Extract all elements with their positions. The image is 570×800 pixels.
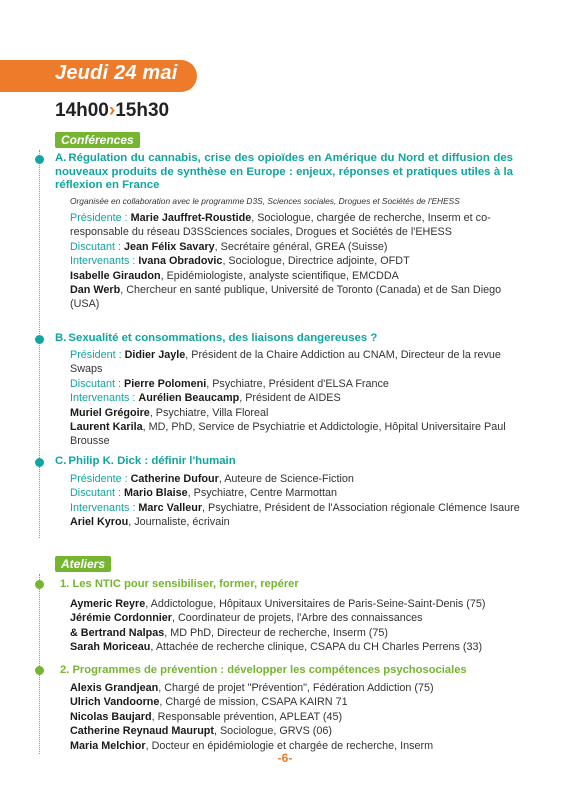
atelier-1-title: 1. Les NTIC pour sensibiliser, former, repérer bbox=[60, 578, 299, 590]
time-start: 14h00 bbox=[55, 100, 109, 121]
timeline-line bbox=[39, 574, 40, 754]
speaker-line: Intervenants : Aurélien Beaucamp, Président de AIDES bbox=[70, 392, 341, 405]
speaker-line: Alexis Grandjean, Chargé de projet "Prévention", Fédération Addiction (75) bbox=[70, 682, 434, 694]
speaker-line: Muriel Grégoire, Psychiatre, Villa Floreal bbox=[70, 406, 269, 419]
conference-b-people bbox=[70, 348, 530, 449]
speaker-line: Discutant : Jean Félix Savary, Secrétaire général, GREA (Suisse) bbox=[70, 240, 388, 253]
conference-letter: A. bbox=[55, 152, 67, 164]
speaker-line: & Bertrand Nalpas, MD PhD, Directeur de recherche, Inserm (75) bbox=[70, 626, 389, 639]
conference-c-title: C. Philip K. Dick : définir l'humain bbox=[55, 455, 236, 467]
conference-a-note: Organisée en collaboration avec le programme D3S, Sciences sociales, Drogues et Sociétés de l'EHESS bbox=[70, 196, 460, 206]
ateliers-tag: Ateliers bbox=[55, 556, 111, 572]
speaker-line: Intervenants : Marc Valleur, Psychiatre, Président de l'Association régionale Clémence Isaure bbox=[70, 501, 520, 514]
speaker-line: Ariel Kyrou, Journaliste, écrivain bbox=[70, 516, 230, 529]
speaker-line: Maria Melchior, Docteur en épidémiologie et chargée de recherche, Inserm bbox=[70, 739, 434, 752]
conference-a-title: A. Régulation du cannabis, crise des opioïdes en Amérique du Nord et diffusion des nouveaux produits de synthèse en Europe : enjeux, réponses et pratiques utiles à la réflexion en France bbox=[55, 152, 513, 191]
speaker-line: Jérémie Cordonnier, Coordinateur de projets, l'Arbre des connaissances bbox=[70, 612, 423, 625]
timeline-dot bbox=[35, 155, 44, 164]
conferences-tag: Conférences bbox=[55, 132, 140, 148]
timeline-dot bbox=[35, 580, 44, 589]
speaker-line: Laurent Karila, MD, PhD, Service de Psychiatrie et Addictologie, Hôpital Universitaire Paul Brousse bbox=[70, 421, 506, 448]
timeline-line bbox=[39, 150, 40, 538]
atelier-2-title: 2. Programmes de prévention : développer les compétences psychosociales bbox=[60, 664, 467, 676]
speaker-line: Président : Didier Jayle, Président de la Chaire Addiction au CNAM, Directeur de la revue Swaps bbox=[70, 349, 501, 376]
atelier-2-people bbox=[70, 681, 530, 753]
speaker-line: Présidente : Marie Jauffret-Roustide, Sociologue, chargée de recherche, Inserm et co-responsable du réseau D3SSciences sociales, Drogues et Sociétés de l'EHESS bbox=[70, 212, 491, 239]
speaker-line: Intervenants : Ivana Obradovic, Sociologue, Directrice adjointe, OFDT bbox=[70, 255, 410, 268]
speaker-line: Isabelle Giraudon, Epidémiologiste, analyste scientifique, EMCDDA bbox=[70, 269, 399, 282]
chevron-right-icon: › bbox=[108, 100, 116, 121]
conference-b-title: B. Sexualité et consommations, des liaisons dangereuses ? bbox=[55, 332, 378, 344]
atelier-1-people bbox=[70, 597, 530, 655]
conference-c-people bbox=[70, 472, 530, 530]
conference-letter: C. bbox=[55, 455, 67, 467]
speaker-line: Discutant : Mario Blaise, Psychiatre, Centre Marmottan bbox=[70, 487, 338, 500]
timeline-dot bbox=[35, 666, 44, 675]
page-number: -6- bbox=[277, 751, 293, 765]
speaker-line: Catherine Reynaud Maurupt, Sociologue, GRVS (06) bbox=[70, 725, 333, 738]
speaker-line: Aymeric Reyre, Addictologue, Hôpitaux Universitaires de Paris-Seine-Saint-Denis (75) bbox=[70, 598, 486, 610]
speaker-line: Sarah Moriceau, Attachée de recherche clinique, CSAPA du CH Charles Perrens (33) bbox=[70, 641, 483, 654]
conference-letter: B. bbox=[55, 332, 67, 344]
speaker-line: Dan Werb, Chercheur en santé publique, Université de Toronto (Canada) et de San Diego (USA) bbox=[70, 284, 502, 311]
time-range bbox=[55, 100, 169, 122]
day-title: Jeudi 24 mai bbox=[55, 62, 178, 84]
timeline-dot bbox=[35, 458, 44, 467]
conference-a-people bbox=[70, 211, 530, 312]
speaker-line: Ulrich Vandoorne, Chargé de mission, CSAPA KAIRN 71 bbox=[70, 696, 348, 709]
speaker-line: Nicolas Baujard, Responsable prévention, APLEAT (45) bbox=[70, 710, 343, 723]
timeline-dot bbox=[35, 335, 44, 344]
speaker-line: Discutant : Pierre Polomeni, Psychiatre, Président d'ELSA France bbox=[70, 377, 389, 390]
time-end: 15h30 bbox=[115, 100, 170, 121]
speaker-line: Présidente : Catherine Dufour, Auteure de Science-Fiction bbox=[70, 473, 354, 485]
